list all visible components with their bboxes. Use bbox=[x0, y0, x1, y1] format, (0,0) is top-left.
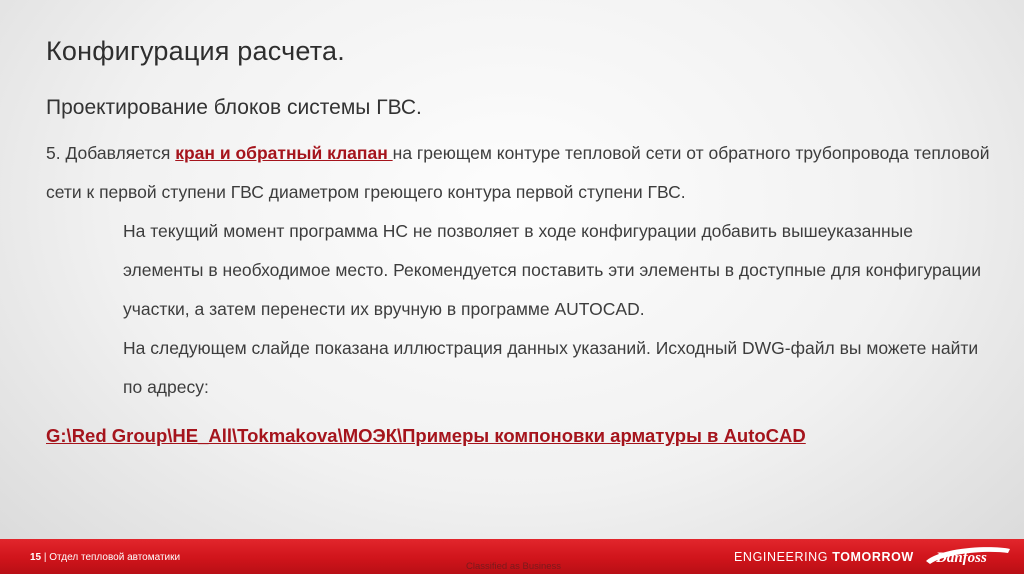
tagline bbox=[734, 550, 914, 564]
slide-subtitle: Проектирование блоков системы ГВС. bbox=[46, 96, 422, 119]
page-number: 15 bbox=[30, 552, 42, 563]
department-name: Отдел тепловой автоматики bbox=[49, 552, 181, 563]
slide-body bbox=[46, 134, 996, 407]
paragraph-step-5-suffix: на греющем контуре тепловой сети от обратного трубопровода тепловой сети к первой ступени ГВС диаметром греющего контура первой ступени ГВС. bbox=[46, 143, 990, 202]
valve-link[interactable]: кран и обратный клапан bbox=[175, 143, 393, 163]
paragraph-limitation: На текущий момент программа НС не позволяет в ходе конфигурации добавить вышеуказанные элементы в необходимое место. Рекомендуется поставить эти элементы в доступные для конфигурации участки, а затем перенести их вручную в программе AUTOCAD. bbox=[123, 221, 982, 319]
slide-title: Конфигурация расчета. bbox=[46, 36, 345, 66]
classification-label: Classified as Business bbox=[466, 561, 562, 572]
footer-left bbox=[30, 552, 180, 563]
tagline-tomorrow: TOMORROW bbox=[832, 550, 914, 564]
footer-bar bbox=[0, 539, 1024, 574]
footer-separator: | bbox=[41, 552, 50, 563]
logo-text: Danfoss bbox=[936, 550, 987, 566]
tagline-engineering: ENGINEERING bbox=[734, 550, 833, 564]
dwg-path-link[interactable]: G:\Red Group\HE_All\Tokmakova\МОЭК\Примеры компоновки арматуры в AutoCAD bbox=[46, 425, 806, 446]
paragraph-next-slide: На следующем слайде показана иллюстрация данных указаний. Исходный DWG-файл вы можете найти по адресу: bbox=[123, 338, 979, 397]
paragraph-step-5 bbox=[46, 134, 996, 212]
paragraph-step-5-prefix: 5. Добавляется bbox=[46, 143, 176, 163]
danfoss-logo-icon bbox=[922, 545, 1014, 568]
